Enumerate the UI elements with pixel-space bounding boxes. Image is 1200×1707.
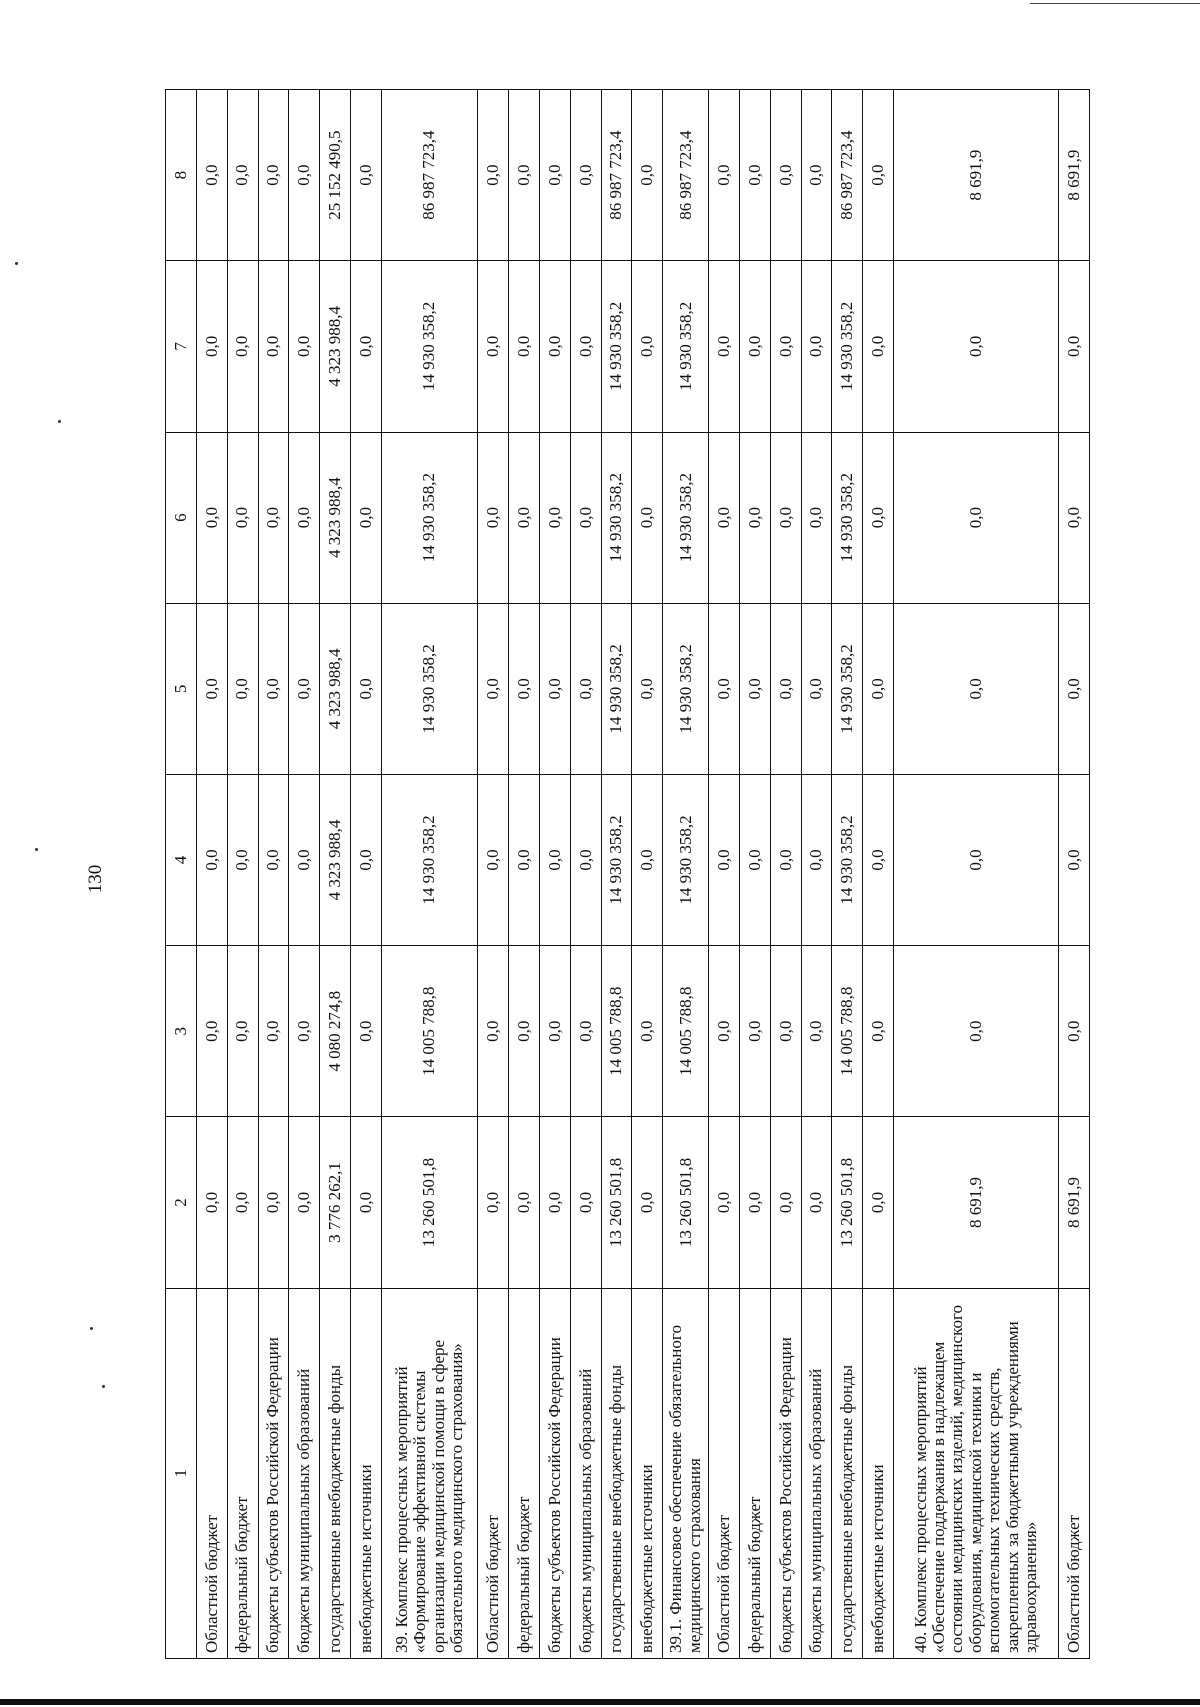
rotated-page-content (85, 89, 1090, 1659)
value-cell: 13 260 501,8 (381, 1117, 478, 1288)
value-cell: 0,0 (709, 946, 740, 1117)
value-cell: 0,0 (570, 90, 601, 261)
value-cell: 4 323 988,4 (320, 432, 351, 603)
value-cell: 0,0 (632, 261, 663, 432)
value-cell: 0,0 (258, 774, 289, 945)
value-cell: 0,0 (863, 774, 894, 945)
row-label: внебюджетные источники (863, 1288, 894, 1658)
value-cell: 0,0 (770, 603, 801, 774)
value-cell: 0,0 (570, 432, 601, 603)
value-cell: 0,0 (509, 1117, 540, 1288)
value-cell: 13 260 501,8 (832, 1117, 863, 1288)
value-cell: 0,0 (894, 261, 1059, 432)
value-cell: 8 691,9 (894, 1117, 1059, 1288)
value-cell: 0,0 (801, 261, 832, 432)
value-cell: 14 005 788,8 (601, 946, 632, 1117)
value-cell: 0,0 (894, 774, 1059, 945)
value-cell: 0,0 (540, 261, 571, 432)
value-cell: 14 930 358,2 (663, 774, 709, 945)
row-label: бюджеты муниципальных образований (570, 1288, 601, 1658)
value-cell: 0,0 (1058, 774, 1089, 945)
value-cell: 0,0 (258, 1117, 289, 1288)
value-cell: 0,0 (632, 432, 663, 603)
value-cell: 14 005 788,8 (381, 946, 478, 1117)
value-cell: 8 691,9 (894, 90, 1059, 261)
value-cell: 25 152 490,5 (320, 90, 351, 261)
value-cell: 14 930 358,2 (663, 603, 709, 774)
value-cell: 14 930 358,2 (381, 603, 478, 774)
row-label: Областной бюджет (478, 1288, 509, 1658)
value-cell: 0,0 (863, 603, 894, 774)
value-cell: 0,0 (227, 603, 258, 774)
page-number: 130 (85, 864, 106, 894)
value-cell: 0,0 (540, 1117, 571, 1288)
value-cell: 14 930 358,2 (601, 432, 632, 603)
value-cell: 0,0 (289, 432, 320, 603)
value-cell: 0,0 (289, 603, 320, 774)
value-cell: 14 930 358,2 (832, 432, 863, 603)
value-cell: 0,0 (258, 946, 289, 1117)
value-cell: 0,0 (478, 946, 509, 1117)
value-cell: 0,0 (740, 603, 771, 774)
value-cell: 0,0 (632, 946, 663, 1117)
value-cell: 0,0 (770, 261, 801, 432)
value-cell: 0,0 (740, 1117, 771, 1288)
value-cell: 86 987 723,4 (381, 90, 478, 261)
value-cell: 0,0 (289, 946, 320, 1117)
table-row (478, 90, 509, 1659)
value-cell: 4 323 988,4 (320, 603, 351, 774)
value-cell: 14 005 788,8 (663, 946, 709, 1117)
row-label: государственные внебюджетные фонды (320, 1288, 351, 1658)
value-cell: 0,0 (709, 90, 740, 261)
value-cell: 0,0 (570, 1117, 601, 1288)
value-cell: 0,0 (1058, 261, 1089, 432)
value-cell: 0,0 (709, 774, 740, 945)
value-cell: 4 080 274,8 (320, 946, 351, 1117)
value-cell: 0,0 (509, 432, 540, 603)
value-cell: 0,0 (1058, 432, 1089, 603)
row-label: бюджеты субъектов Российской Федерации (258, 1288, 289, 1658)
scan-speck (102, 1385, 105, 1388)
row-label: бюджеты субъектов Российской Федерации (770, 1288, 801, 1658)
row-label: внебюджетные источники (350, 1288, 381, 1658)
value-cell: 0,0 (350, 603, 381, 774)
column-header: 2 (166, 1117, 197, 1288)
table-row (894, 90, 1059, 1659)
value-cell: 0,0 (509, 603, 540, 774)
value-cell: 0,0 (1058, 946, 1089, 1117)
value-cell: 0,0 (350, 1117, 381, 1288)
scan-edge-line-top (1030, 3, 1200, 4)
table-row (740, 90, 771, 1659)
value-cell: 0,0 (197, 90, 228, 261)
value-cell: 0,0 (478, 603, 509, 774)
value-cell: 4 323 988,4 (320, 774, 351, 945)
column-header: 8 (166, 90, 197, 261)
value-cell: 0,0 (509, 774, 540, 945)
value-cell: 0,0 (350, 90, 381, 261)
column-header: 3 (166, 946, 197, 1117)
table-header-row (166, 90, 197, 1659)
value-cell: 0,0 (632, 1117, 663, 1288)
table-row (570, 90, 601, 1659)
value-cell: 0,0 (540, 603, 571, 774)
value-cell: 0,0 (770, 1117, 801, 1288)
column-header: 6 (166, 432, 197, 603)
table-row (801, 90, 832, 1659)
value-cell: 0,0 (478, 1117, 509, 1288)
value-cell: 0,0 (709, 261, 740, 432)
column-header: 5 (166, 603, 197, 774)
value-cell: 0,0 (740, 90, 771, 261)
value-cell: 0,0 (570, 603, 601, 774)
value-cell: 0,0 (227, 946, 258, 1117)
value-cell: 0,0 (289, 774, 320, 945)
value-cell: 0,0 (570, 774, 601, 945)
value-cell: 0,0 (894, 946, 1059, 1117)
value-cell: 0,0 (894, 432, 1059, 603)
value-cell: 14 930 358,2 (663, 261, 709, 432)
value-cell: 0,0 (540, 90, 571, 261)
value-cell: 0,0 (509, 946, 540, 1117)
value-cell: 8 691,9 (1058, 1117, 1089, 1288)
value-cell: 0,0 (258, 90, 289, 261)
table-row (320, 90, 351, 1659)
value-cell: 14 930 358,2 (381, 261, 478, 432)
value-cell: 0,0 (540, 432, 571, 603)
table-row (289, 90, 320, 1659)
row-label: бюджеты муниципальных образований (289, 1288, 320, 1658)
value-cell: 14 930 358,2 (601, 774, 632, 945)
value-cell: 0,0 (709, 432, 740, 603)
value-cell: 0,0 (1058, 603, 1089, 774)
value-cell: 0,0 (258, 432, 289, 603)
value-cell: 0,0 (227, 774, 258, 945)
table-row (350, 90, 381, 1659)
value-cell: 0,0 (801, 432, 832, 603)
table-row (381, 90, 478, 1659)
value-cell: 0,0 (863, 90, 894, 261)
table-row (832, 90, 863, 1659)
row-label: государственные внебюджетные фонды (601, 1288, 632, 1658)
value-cell: 86 987 723,4 (601, 90, 632, 261)
value-cell: 0,0 (863, 432, 894, 603)
row-label: Областной бюджет (1058, 1288, 1089, 1658)
value-cell: 14 930 358,2 (381, 774, 478, 945)
value-cell: 0,0 (801, 774, 832, 945)
value-cell: 86 987 723,4 (663, 90, 709, 261)
value-cell: 14 930 358,2 (832, 774, 863, 945)
row-label: государственные внебюджетные фонды (832, 1288, 863, 1658)
scan-speck (15, 262, 18, 265)
row-label: бюджеты субъектов Российской Федерации (540, 1288, 571, 1658)
value-cell: 3 776 262,1 (320, 1117, 351, 1288)
value-cell: 0,0 (509, 90, 540, 261)
value-cell: 0,0 (197, 946, 228, 1117)
value-cell: 0,0 (227, 1117, 258, 1288)
value-cell: 4 323 988,4 (320, 261, 351, 432)
scan-speck (58, 420, 61, 423)
row-label: внебюджетные источники (632, 1288, 663, 1658)
table-row (863, 90, 894, 1659)
value-cell: 0,0 (770, 90, 801, 261)
value-cell: 14 930 358,2 (832, 261, 863, 432)
value-cell: 0,0 (540, 946, 571, 1117)
scan-edge-bar-bottom (0, 1699, 1200, 1705)
value-cell: 86 987 723,4 (832, 90, 863, 261)
value-cell: 0,0 (197, 774, 228, 945)
row-label: 40. Комплекс процессных мероприятий «Обеспечение поддержания в надлежащем состоянии медицинских изделий, медицинского оборудования, медицинской техники и вспомогательных технических средств, закрепленных за бюджетными учреждениями здравоохранения» (894, 1288, 1059, 1658)
value-cell: 0,0 (197, 603, 228, 774)
value-cell: 0,0 (350, 261, 381, 432)
table-row (709, 90, 740, 1659)
value-cell: 0,0 (801, 946, 832, 1117)
value-cell: 0,0 (289, 1117, 320, 1288)
column-header: 1 (166, 1288, 197, 1658)
value-cell: 0,0 (227, 261, 258, 432)
value-cell: 0,0 (863, 946, 894, 1117)
value-cell: 0,0 (709, 1117, 740, 1288)
row-label: федеральный бюджет (740, 1288, 771, 1658)
table-row (1058, 90, 1089, 1659)
table-row (632, 90, 663, 1659)
value-cell: 0,0 (770, 432, 801, 603)
table-body (197, 90, 1090, 1659)
value-cell: 14 005 788,8 (832, 946, 863, 1117)
row-label: 39. Комплекс процессных мероприятий «Формирование эффективной системы организации медицинской помощи в сфере обязательного медицинского страхования» (381, 1288, 478, 1658)
value-cell: 0,0 (509, 261, 540, 432)
row-label: федеральный бюджет (227, 1288, 258, 1658)
value-cell: 14 930 358,2 (601, 603, 632, 774)
budget-table (165, 89, 1090, 1659)
value-cell: 0,0 (350, 432, 381, 603)
value-cell: 0,0 (632, 90, 663, 261)
value-cell: 0,0 (540, 774, 571, 945)
value-cell: 0,0 (478, 432, 509, 603)
value-cell: 0,0 (740, 432, 771, 603)
value-cell: 0,0 (740, 774, 771, 945)
value-cell: 13 260 501,8 (663, 1117, 709, 1288)
value-cell: 0,0 (740, 946, 771, 1117)
value-cell: 13 260 501,8 (601, 1117, 632, 1288)
row-label: 39.1. Финансовое обеспечение обязательного медицинского страхования (663, 1288, 709, 1658)
row-label: Областной бюджет (709, 1288, 740, 1658)
row-label: Областной бюджет (197, 1288, 228, 1658)
value-cell: 0,0 (478, 90, 509, 261)
value-cell: 0,0 (197, 432, 228, 603)
value-cell: 14 930 358,2 (832, 603, 863, 774)
value-cell: 14 930 358,2 (601, 261, 632, 432)
scan-speck (90, 1327, 93, 1330)
table-row (540, 90, 571, 1659)
value-cell: 0,0 (289, 90, 320, 261)
value-cell: 0,0 (770, 946, 801, 1117)
value-cell: 0,0 (709, 603, 740, 774)
table-row (770, 90, 801, 1659)
value-cell: 0,0 (197, 261, 228, 432)
value-cell: 0,0 (894, 603, 1059, 774)
value-cell: 0,0 (478, 261, 509, 432)
row-label: бюджеты муниципальных образований (801, 1288, 832, 1658)
value-cell: 0,0 (801, 603, 832, 774)
value-cell: 0,0 (350, 946, 381, 1117)
value-cell: 0,0 (632, 774, 663, 945)
row-label: федеральный бюджет (509, 1288, 540, 1658)
value-cell: 0,0 (258, 603, 289, 774)
value-cell: 0,0 (863, 1117, 894, 1288)
table-row (663, 90, 709, 1659)
value-cell: 0,0 (740, 261, 771, 432)
value-cell: 0,0 (289, 261, 320, 432)
value-cell: 14 930 358,2 (663, 432, 709, 603)
column-header: 7 (166, 261, 197, 432)
value-cell: 0,0 (863, 261, 894, 432)
value-cell: 0,0 (478, 774, 509, 945)
table-row (601, 90, 632, 1659)
table-row (227, 90, 258, 1659)
value-cell: 0,0 (632, 603, 663, 774)
value-cell: 0,0 (570, 946, 601, 1117)
table-row (197, 90, 228, 1659)
value-cell: 8 691,9 (1058, 90, 1089, 261)
value-cell: 0,0 (258, 261, 289, 432)
value-cell: 0,0 (770, 774, 801, 945)
value-cell: 14 930 358,2 (381, 432, 478, 603)
value-cell: 0,0 (801, 90, 832, 261)
value-cell: 0,0 (197, 1117, 228, 1288)
value-cell: 0,0 (570, 261, 601, 432)
value-cell: 0,0 (801, 1117, 832, 1288)
value-cell: 0,0 (227, 432, 258, 603)
scan-speck (35, 848, 38, 851)
value-cell: 0,0 (227, 90, 258, 261)
table-row (509, 90, 540, 1659)
value-cell: 0,0 (350, 774, 381, 945)
table-row (258, 90, 289, 1659)
column-header: 4 (166, 774, 197, 945)
